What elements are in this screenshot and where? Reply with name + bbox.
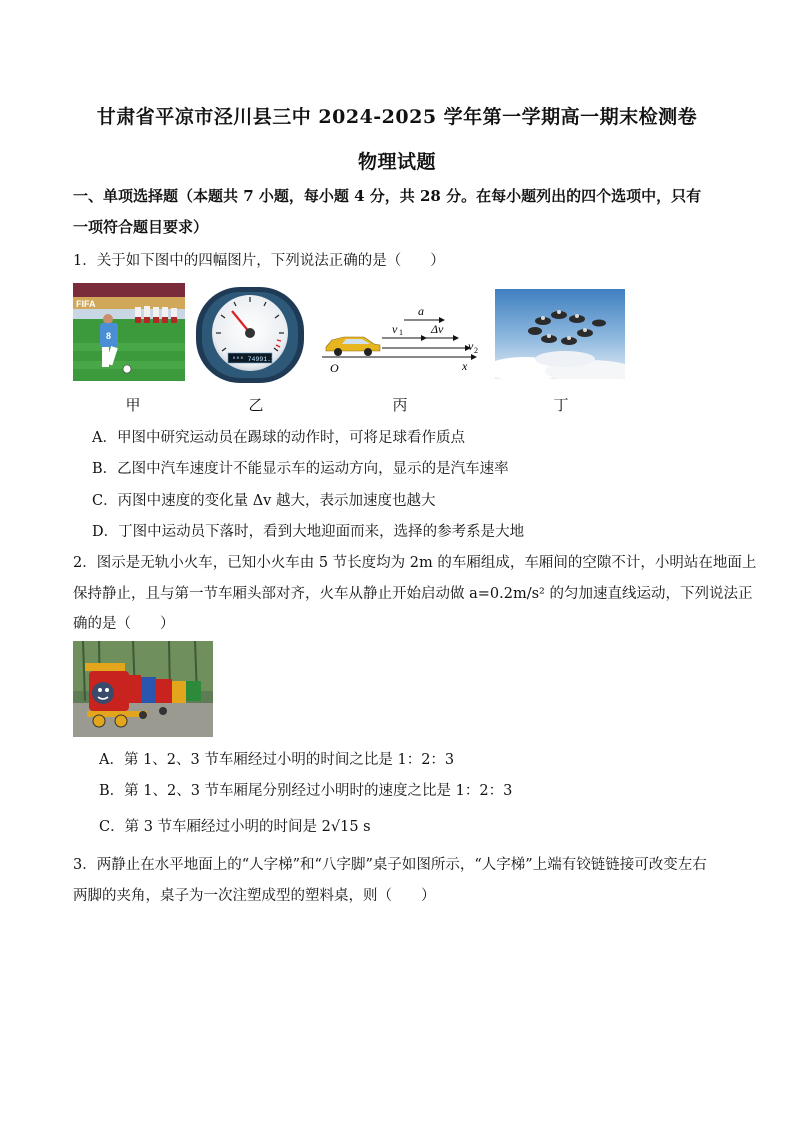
v2-subscript: 2	[474, 346, 478, 355]
svg-text:8: 8	[106, 331, 112, 341]
page-title: 甘肃省平凉市泾川县三中 2024-2025 学年第一学期高一期末检测卷	[96, 106, 698, 128]
v1-subscript: 1	[399, 328, 403, 337]
odometer-readout: ⁰⁰⁰ 74991.1	[232, 356, 275, 363]
section-header-line2: 一项符合题目要求）	[73, 218, 209, 236]
question-2-stem-line1: 2．图示是无轨小火车，已知小火车由 5 节长度均为 2m 的车厢组成，车厢间的空隙不计，小明站在地面上	[73, 555, 757, 571]
q1-option-c: C．丙图中速度的变化量 Δv 越大，表示加速度也越大	[92, 493, 436, 509]
caption-jia: 甲	[125, 396, 141, 414]
q1-option-b: B．乙图中汽车速度计不能显示车的运动方向，显示的是汽车速率	[92, 461, 509, 477]
caption-bing: 丙	[392, 396, 408, 414]
motion-diagram	[318, 300, 488, 378]
question-3-stem-line2: 两脚的夹角，桌子为一次注塑成型的塑料桌，则（ ）	[73, 888, 436, 904]
skydivers-photo	[495, 289, 625, 379]
speedometer-photo	[194, 285, 306, 385]
section-header-line1: 一、单项选择题（本题共 7 小题，每小题 4 分，共 28 分。在每小题列出的四个选项中，只有	[73, 187, 702, 205]
question-3-stem-line1: 3．两静止在水平地面上的“人字梯”和“八字脚”桌子如图所示，“人字梯”上端有铰链链接可改变左右	[73, 857, 707, 873]
svg-text:FIFA: FIFA	[76, 299, 96, 309]
caption-ding: 丁	[553, 396, 569, 414]
delta-v-label: Δv	[431, 322, 444, 336]
page-subtitle: 物理试题	[357, 151, 436, 173]
caption-yi: 乙	[248, 396, 264, 414]
train-photo	[73, 641, 213, 737]
question-2-stem-line2: 保持静止，且与第一节车厢头部对齐，火车从静止开始启动做 a=0.2m/s² 的匀加速直线运动，下列说法正	[73, 586, 753, 602]
v2-label: v	[468, 339, 474, 353]
q1-option-a: A．甲图中研究运动员在踢球的动作时，可将足球看作质点	[92, 430, 465, 446]
q2-option-b: B．第 1、2、3 节车厢尾分别经过小明时的速度之比是 1：2：3	[99, 783, 513, 799]
a-label: a	[418, 304, 424, 318]
question-2-stem-line3: 确的是（ ）	[73, 616, 175, 632]
v1-label: v	[392, 322, 398, 336]
question-1-stem: 1．关于如下图中的四幅图片，下列说法正确的是（ ）	[73, 253, 445, 269]
origin-label: O	[330, 361, 339, 375]
x-axis-label: x	[462, 359, 468, 373]
q2-option-a: A．第 1、2、3 节车厢经过小明的时间之比是 1：2：3	[99, 752, 455, 768]
q1-option-d: D．丁图中运动员下落时，看到大地迎面而来，选择的参考系是大地	[92, 524, 525, 540]
soccer-photo	[73, 283, 185, 381]
q2-option-c: C．第 3 节车厢经过小明的时间是 2√15 s	[99, 819, 371, 835]
